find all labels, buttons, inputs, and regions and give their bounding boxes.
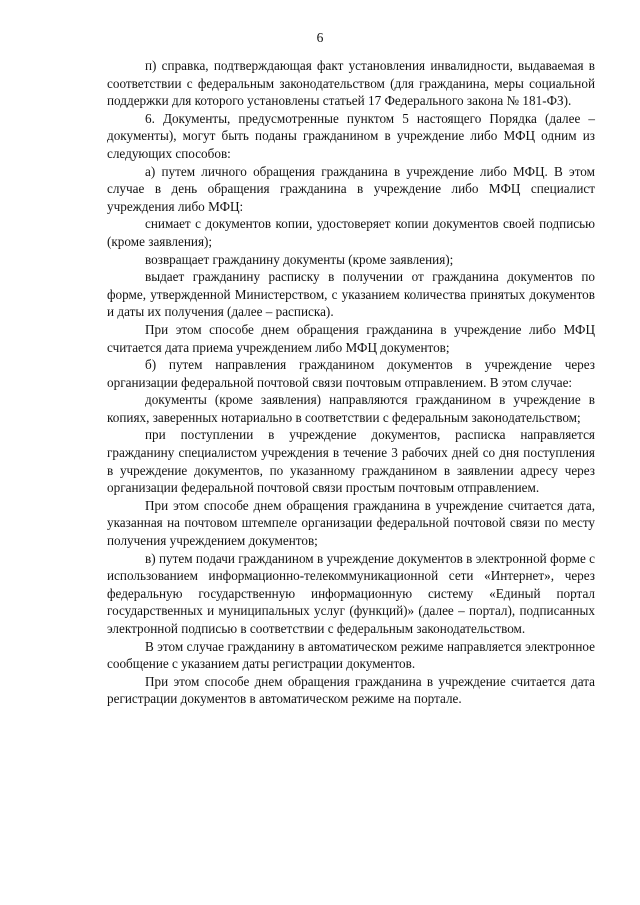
- paragraph-copies: снимает с документов копии, удостоверяет копии документов своей подписью (кроме заявления);: [107, 216, 595, 249]
- paragraph-personal-date: При этом способе днем обращения гражданина в учреждение либо МФЦ считается дата приема учреждением либо МФЦ документов;: [107, 321, 595, 355]
- paragraph-postal-receipt: при поступлении в учреждение документов, расписка направляется гражданину специалистом учреждения в течение 3 рабочих дней со дня поступления в учреждение документов, по указанному гражданином в заявлении адресу через организации федеральной почтовой связи простым почтовым отправлением.: [107, 427, 595, 496]
- paragraph-personal-visit: а) путем личного обращения гражданина в учреждение либо МФЦ. В этом случае в день обращения гражданина в учреждение либо МФЦ специалист учреждения либо МФЦ:: [107, 163, 595, 214]
- paragraph-electronic-date: При этом способе днем обращения гражданина в учреждение считается дата регистрации документов в автоматическом режиме на портале.: [107, 673, 595, 707]
- paragraph-electronic-message: В этом случае гражданину в автоматическом режиме направляется электронное сообщение с указанием даты регистрации документов.: [107, 638, 595, 672]
- paragraph-receipt: выдает гражданину расписку в получении от гражданина документов по форме, утвержденной Министерством, с указанием количества принятых документов и даты их получения (далее – расписка).: [107, 269, 595, 320]
- document-body: [107, 57, 595, 708]
- paragraph-postal-date: При этом способе днем обращения гражданина в учреждение считается дата, указанная на почтовом штемпеле организации федеральной почтовой связи по месту получения учреждением документов;: [107, 497, 595, 549]
- paragraph-electronic: в) путем подачи гражданином в учреждение документов в электронной форме с использованием информационно-телекоммуникационной сети «Интернет», через федеральную государственную информационную систему «Единый портал государственных и муниципальных услуг (функций)» (далее – портал), подписанных электронной подписью в соответствии с федеральным законодательством.: [107, 550, 595, 636]
- paragraph-item-6: 6. Документы, предусмотренные пунктом 5 настоящего Порядка (далее – документы), могут быть поданы гражданином в учреждение либо МФЦ одним из следующих способов:: [107, 110, 595, 161]
- paragraph-postal-copies: документы (кроме заявления) направляются гражданином в учреждение в копиях, заверенных нотариально в соответствии с федеральным законодательством;: [107, 392, 595, 425]
- paragraph-return-documents: возвращает гражданину документы (кроме заявления);: [145, 251, 454, 267]
- paragraph-postal: б) путем направления гражданином документов в учреждение через организации федеральной почтовой связи почтовым отправлением. В этом случае:: [107, 357, 595, 390]
- page-number: 6: [316, 30, 324, 45]
- paragraph-disability-certificate: п) справка, подтверждающая факт установления инвалидности, выдаваемая в соответствии с федеральным законодательством (для гражданина, меры социальной поддержки для которого установлены статьей 17 Федерального закона № 181-ФЗ).: [107, 58, 595, 109]
